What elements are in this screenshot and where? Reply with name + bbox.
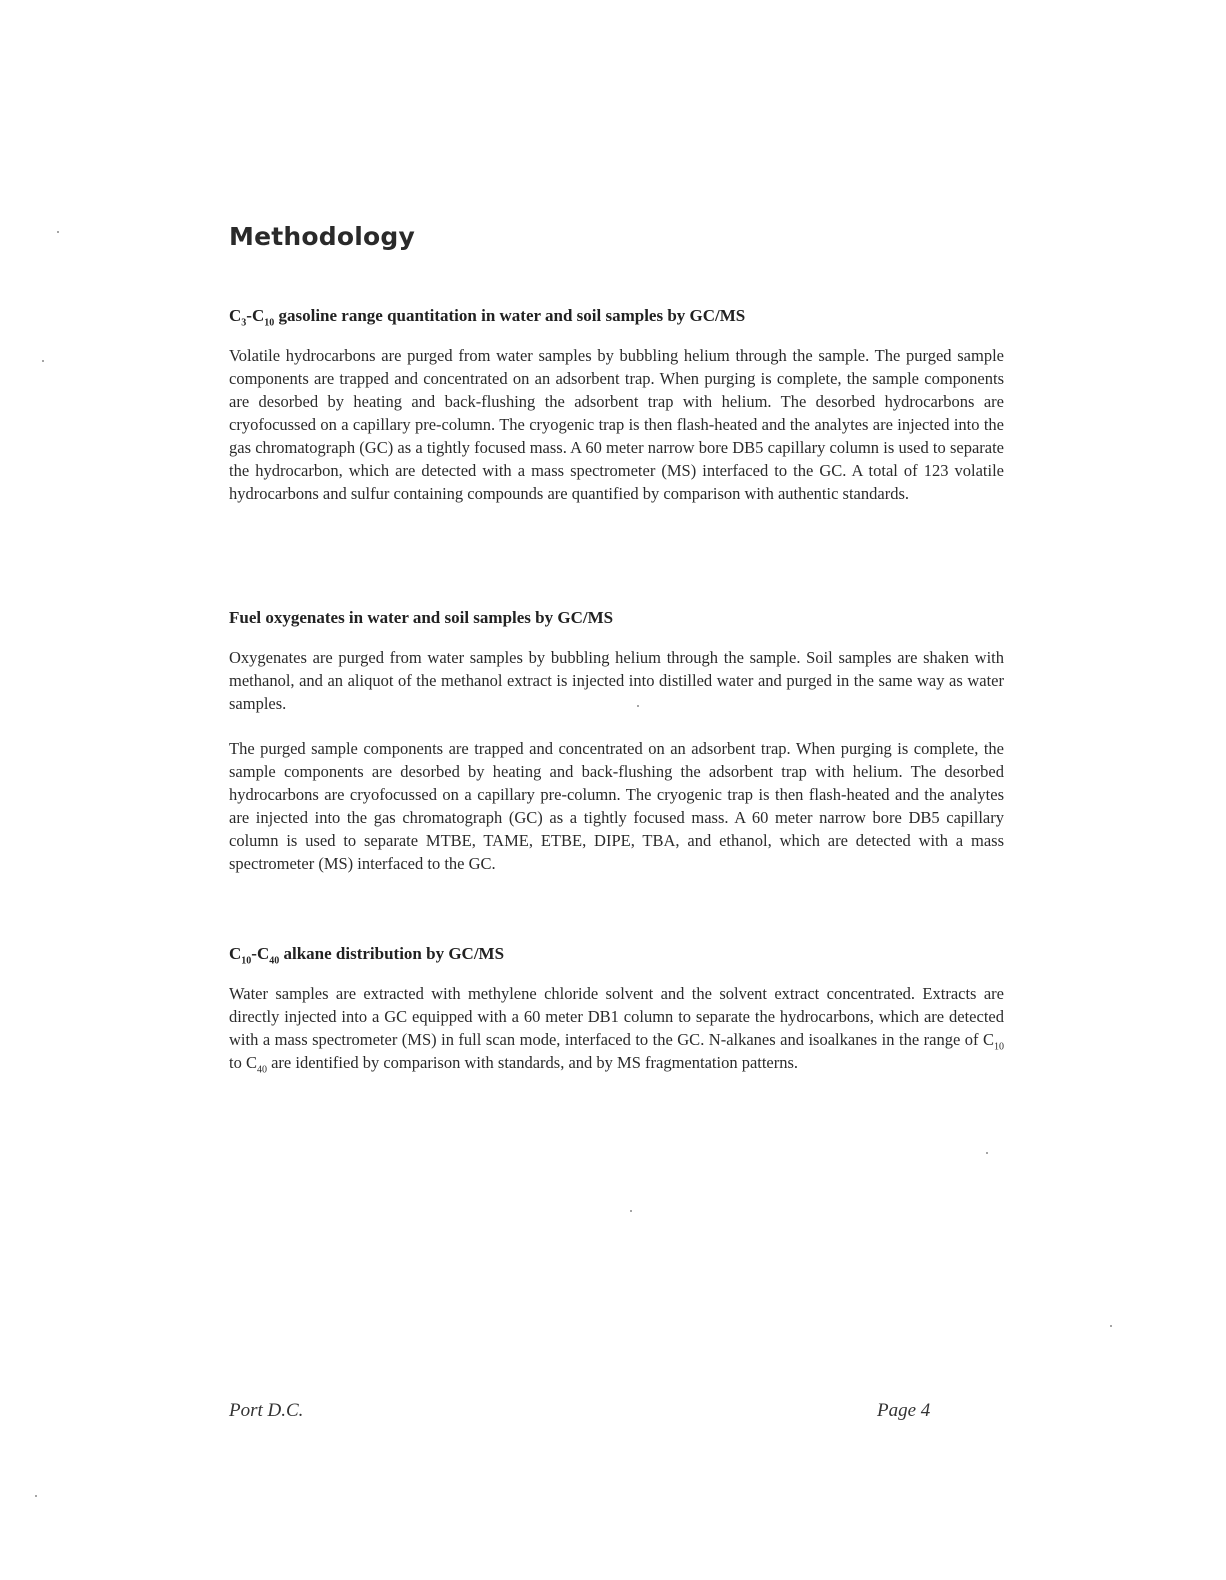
paragraph: Water samples are extracted with methylene chloride solvent and the solvent extract concentrated. Extracts are directly injected into a GC equipped with a 60 meter DB1 column to separate the hydrocarbons, which are detected with a mass spectrometer (MS) in full scan mode, interfaced to the GC. N-alkanes and isoalkanes in the range of $C_{10}$ to $C_{40}$ are identified by comparison with standards, and by MS fragmentation patterns.	[229, 984, 1004, 1076]
scan-speck	[57, 231, 59, 233]
section-heading: Fuel oxygenates in water and soil samples by GC/MS	[229, 608, 614, 627]
footer-location: Port D.C.	[229, 1400, 304, 1421]
section-alkane-distribution	[229, 943, 1004, 1096]
paragraph: The purged sample components are trapped and concentrated on an adsorbent trap. When purging is complete, the sample components are desorbed by heating and back-flushing the adsorbent trap with helium. The desorbed hydrocarbons are cryofocussed on a capillary pre-column. The cryogenic trap is then flash-heated and the analytes are injected into the gas chromatograph (GC) as a tightly focused mass. A 60 meter narrow bore DB5 capillary column is used to separate MTBE, TAME, ETBE, DIPE, TBA, and ethanol, which are detected with a mass spectrometer (MS) interfaced to the GC.	[229, 739, 1004, 873]
section-fuel-oxygenates	[229, 607, 1004, 897]
section-heading: $C_{10}-C_{40}$ alkane distribution by GC/MS	[229, 944, 505, 967]
scan-speck	[986, 1152, 988, 1154]
scan-speck	[630, 1210, 632, 1212]
section-heading: $C_3-C_{10}$ gasoline range quantitation in water and soil samples by GC/MS	[229, 306, 746, 329]
footer-page-number: Page 4	[877, 1400, 931, 1421]
page-title: Methodology	[229, 222, 415, 251]
section-gasoline-range	[229, 305, 1004, 527]
paragraph: Oxygenates are purged from water samples by bubbling helium through the sample. Soil samples are shaken with methanol, and an aliquot of the methanol extract is injected into distilled water and purged in the same way as water samples.	[229, 648, 1004, 713]
scan-speck	[42, 360, 44, 362]
scan-speck	[1110, 1325, 1112, 1327]
paragraph: Volatile hydrocarbons are purged from water samples by bubbling helium through the sample. The purged sample components are trapped and concentrated on an adsorbent trap. When purging is complete, the sample components are desorbed by heating and back-flushing the adsorbent trap with helium. The desorbed hydrocarbons are cryofocussed on a capillary pre-column. The cryogenic trap is then flash-heated and the analytes are injected into the gas chromatograph (GC) as a tightly focused mass. A 60 meter narrow bore DB5 capillary column is used to separate the hydrocarbon, which are detected with a mass spectrometer (MS) interfaced to the GC. A total of 123 volatile hydrocarbons and sulfur containing compounds are quantified by comparison with authentic standards.	[229, 346, 1004, 503]
scan-speck	[35, 1495, 37, 1497]
scan-speck	[637, 705, 639, 707]
